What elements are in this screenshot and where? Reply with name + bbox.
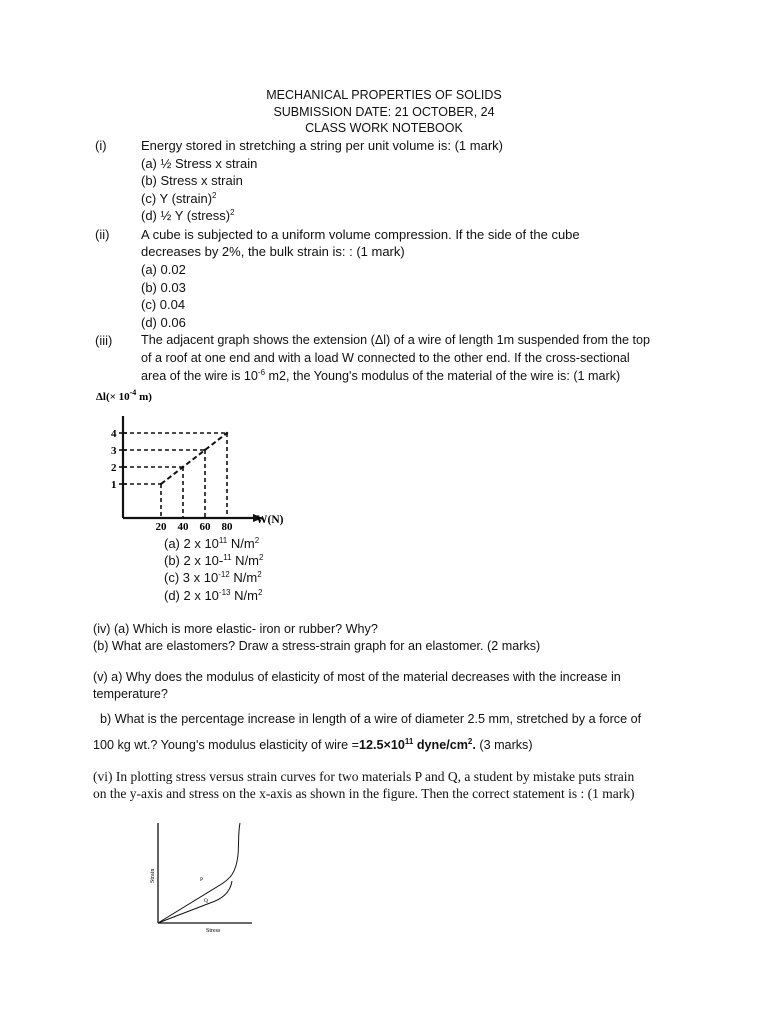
- q3-text-line1: The adjacent graph shows the extension (Δl) of a wire of length 1m suspended from the top: [141, 333, 650, 347]
- submission-date: SUBMISSION DATE: 21 OCTOBER, 24: [273, 105, 495, 119]
- label-p: P: [200, 877, 204, 883]
- graph1-y-label: $\Delta l(\times 10^{-4}$ m): [96, 388, 152, 403]
- q3-option-a: (a) 2 x $10^{11}$ $N/m^2$: [164, 536, 260, 551]
- graph1-y-tick-label: 3: [111, 445, 117, 457]
- q3-option-d: (d) 2 x $10^{-13}$ $N/m^2$: [164, 588, 263, 603]
- q3-text-line2: of a roof at one end and with a load W connected to the other end. If the cross-sectional: [141, 351, 630, 365]
- q4-part-a: (iv) (a) Which is more elastic- iron or rubber? Why?: [93, 622, 378, 636]
- q4-part-b: (b) What are elastomers? Draw a stress-strain graph for an elastomer. (2 marks): [93, 639, 541, 653]
- notebook-label: CLASS WORK NOTEBOOK: [305, 121, 463, 135]
- label-q: Q: [204, 898, 208, 904]
- q2-option-c: (c) 0.04: [141, 297, 186, 312]
- q1-number: (i): [95, 138, 107, 153]
- graph2-y-label: Strain: [150, 868, 156, 883]
- graph1-x-tick-label: 20: [155, 521, 167, 533]
- curve-p: [158, 823, 240, 923]
- graph1-x-label: W(N): [256, 514, 284, 526]
- extension-load-graph: [88, 384, 308, 534]
- q3-option-b: (b) 2 x 10-$^{11}$ $N/m^2$: [164, 553, 264, 568]
- q1-text: Energy stored in stretching a string per unit volume is: (1 mark): [141, 138, 503, 153]
- graph1-x-tick-label: 40: [177, 521, 189, 533]
- q2-option-b: (b) 0.03: [141, 280, 186, 295]
- q3-option-c: (c) 3 x $10^{-12}$ $N/m^2$: [164, 570, 262, 585]
- q5-part-a-line2: temperature?: [93, 687, 168, 701]
- graph1-data-point: [160, 483, 162, 485]
- title: MECHANICAL PROPERTIES OF SOLIDS: [266, 88, 502, 102]
- graph1-y-tick-label: 2: [111, 462, 117, 474]
- q5-part-b-line2: 100 kg wt.? Young's modulus elasticity of wire $=12.5\times 10^{11}$ dyne/$cm^2$. (3 marks): [93, 737, 533, 752]
- q6-text-line2: on the y-axis and stress on the x-axis as shown in the figure. Then the correct statement is : (1 mark): [93, 786, 635, 801]
- graph2-x-label: Stress: [206, 928, 221, 934]
- q1-option-c: (c) Y (strain)$^2$: [141, 191, 217, 206]
- q5-part-b-line1: b) What is the percentage increase in length of a wire of diameter 2.5 mm, stretched by a force of: [100, 712, 642, 726]
- graph1-x-tick-label: 80: [221, 521, 233, 533]
- q2-option-a: (a) 0.02: [141, 262, 186, 277]
- q5-part-a-line1: (v) a) Why does the modulus of elasticity of most of the material decreases with the increase in: [93, 670, 621, 684]
- q1-option-b: (b) Stress x strain: [141, 173, 243, 188]
- q2-number: (ii): [95, 227, 110, 242]
- graph1-data-point: [204, 449, 206, 451]
- graph1-y-tick-label: 4: [111, 428, 117, 440]
- q2-text-line1: A cube is subjected to a uniform volume compression. If the side of the cube: [141, 227, 580, 242]
- q3-number: (iii): [95, 333, 113, 348]
- graph1-y-tick-label: 1: [111, 479, 117, 491]
- q3-text-line3: area of the wire is $10^{-6}$ m2, the Young's modulus of the material of the wire is: (1 mark): [141, 368, 621, 383]
- q2-text-line2: decreases by 2%, the bulk strain is: : (1 mark): [141, 244, 405, 259]
- graph1-x-tick-label: 60: [199, 521, 211, 533]
- q1-option-d: (d) ½ Y (stress)$^2$: [141, 208, 235, 223]
- q1-option-a: (a) ½ Stress x strain: [141, 156, 258, 171]
- q6-text-line1: (vi) In plotting stress versus strain curves for two materials P and Q, a student by mistake puts strain: [93, 769, 635, 784]
- stress-strain-graph: [140, 815, 260, 940]
- graph1-data-line: [161, 433, 227, 484]
- graph1-data-point: [182, 466, 184, 468]
- graph1-data-point: [226, 432, 228, 434]
- q2-option-d: (d) 0.06: [141, 315, 186, 330]
